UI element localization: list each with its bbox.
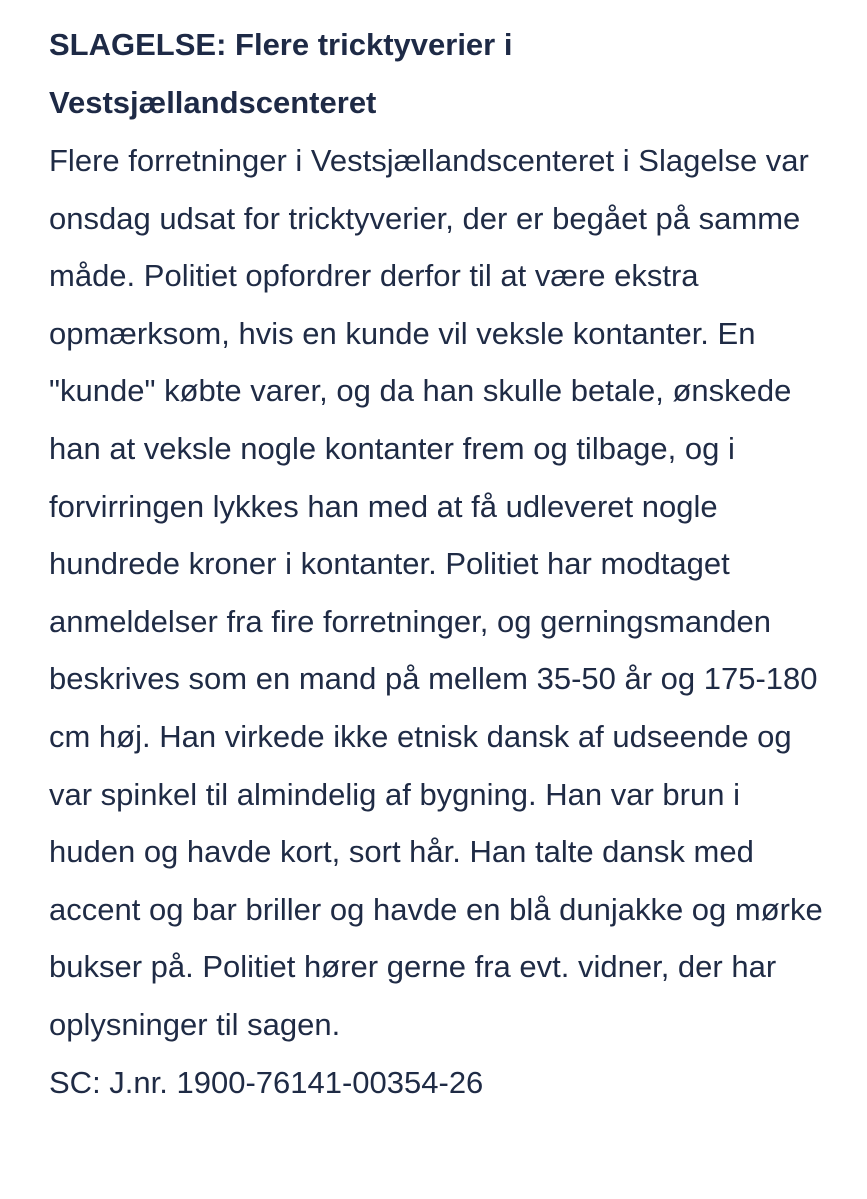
case-reference: SC: J.nr. 1900-76141-00354-26 [49,1064,484,1100]
article-headline: SLAGELSE: Flere tricktyverier i Vestsjællandscenteret [49,27,513,120]
article-body: Flere forretninger i Vestsjællandscenteret i Slagelse var onsdag udsat for tricktyverier, der er begået på samme måde. Politiet opfordrer derfor til at være ekstra opmærksom, hvis en kunde vil veksle kontanter. En "kunde" købte varer, og da han skulle betale, ønskede han at veksle nogle kontanter frem og tilbage, og i forvirringen lykkes han med at få udleveret nogle hundrede kroner i kontanter. Politiet har modtaget anmeldelser fra fire forretninger, og gerningsmanden beskrives som en mand på mellem 35-50 år og 175-180 cm høj. Han virkede ikke etnisk dansk af udseende og var spinkel til almindelig af bygning. Han var brun i huden og havde kort, sort hår. Han talte dansk med accent og bar briller og havde en blå dunjakke og mørke bukser på. Politiet hører gerne fra evt. vidner, der har oplysninger til sagen. [49,143,823,1042]
